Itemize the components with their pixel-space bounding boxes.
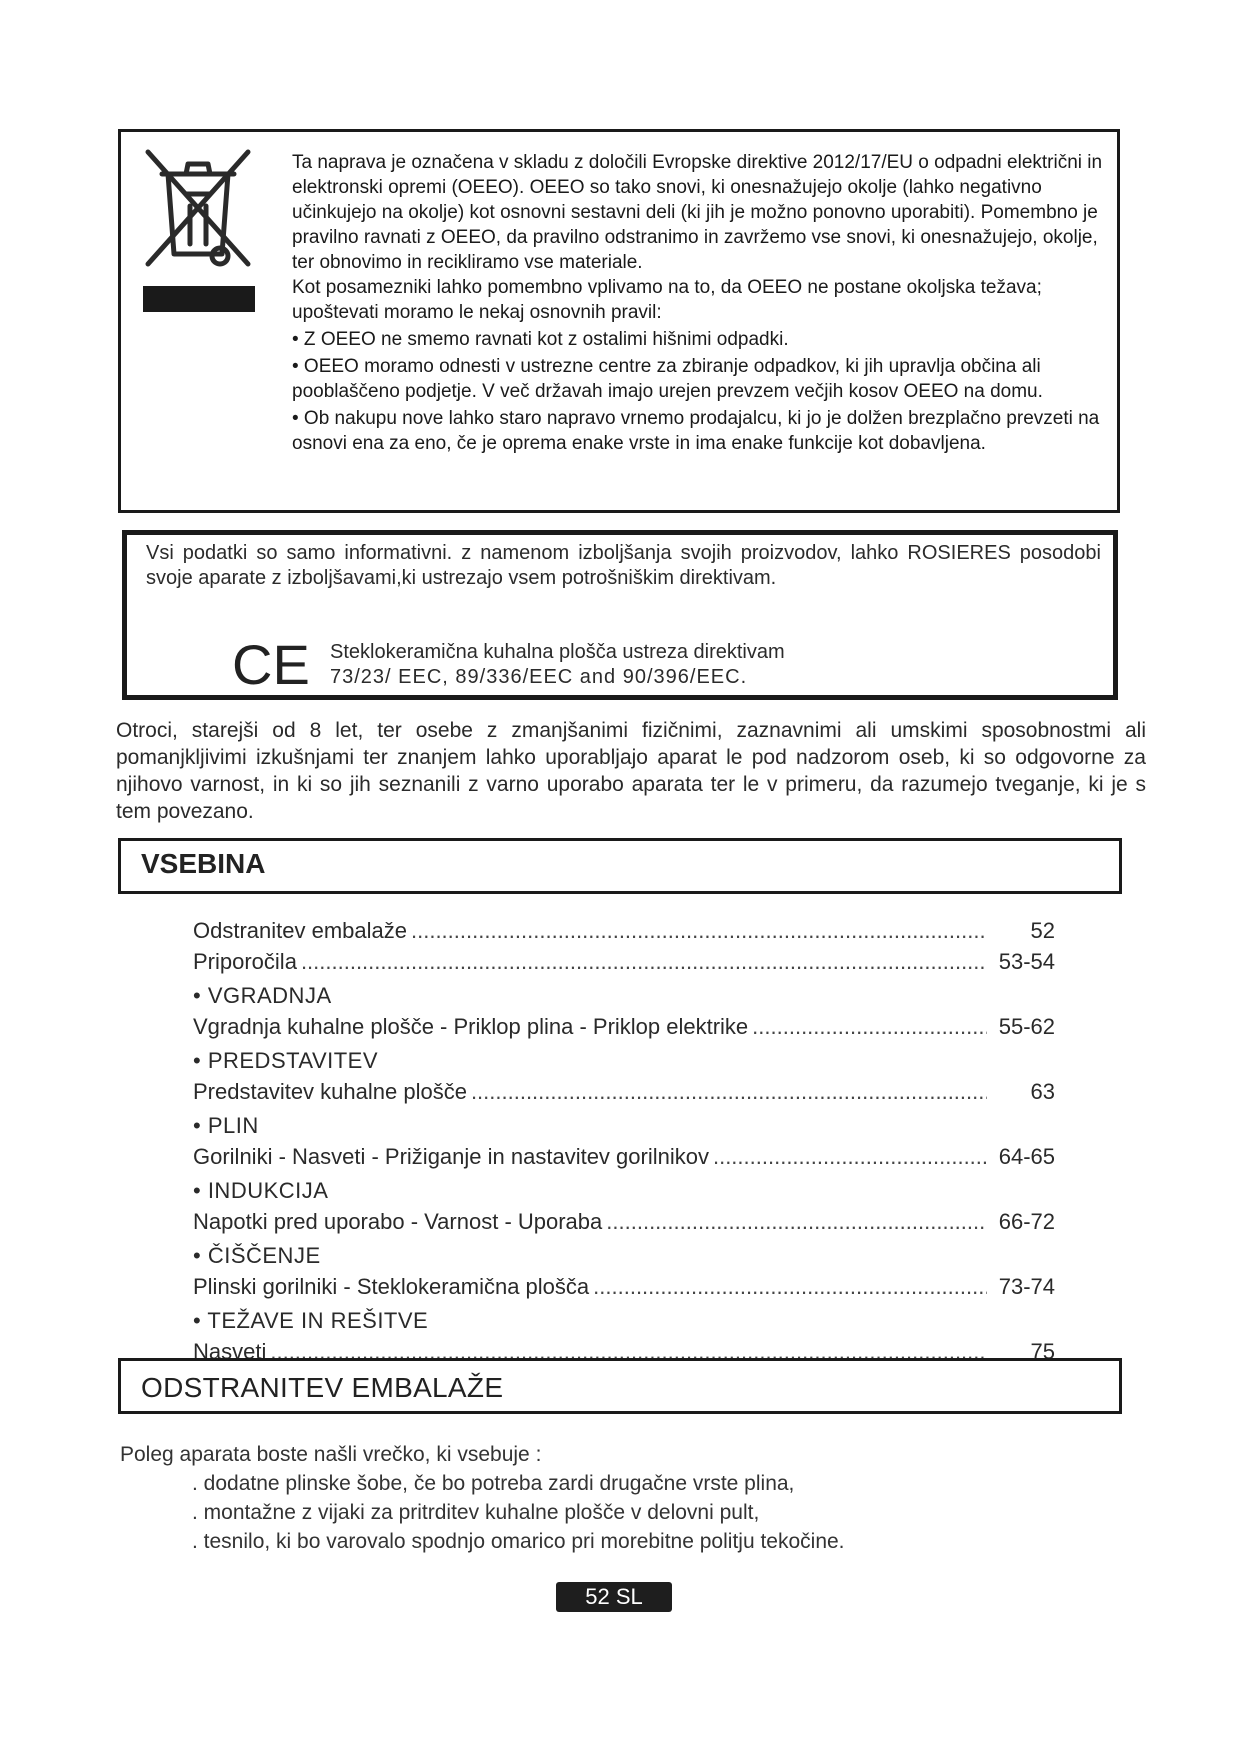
toc-label: Napotki pred uporabo - Varnost - Uporaba	[193, 1209, 603, 1234]
toc-label: Priporočila	[193, 949, 297, 974]
toc-leader-dots	[411, 918, 987, 944]
packaging-title: ODSTRANITEV EMBALAŽE	[141, 1372, 504, 1403]
page-number-badge: 52 SL	[556, 1582, 672, 1612]
packaging-item: . montažne z vijaki za pritrditev kuhalne plošče v delovni pult,	[192, 1501, 760, 1524]
toc-entry[interactable]	[193, 1079, 1055, 1110]
weee-bullet-3: • Ob nakupu nove lahko staro napravo vrnemo prodajalcu, ki jo je dolžen brezplačno prevzeti na osnovi ena za eno, če je oprema enake vrste in ima enake funkcije kot dobavljena.	[292, 408, 1100, 454]
toc-leader-dots	[301, 949, 987, 975]
weee-paragraph-2: Kot posamezniki lahko pomembno vplivamo na to, da OEEO ne postane okoljska težava; upoštevati moramo le nekaj osnovnih pravil:	[292, 277, 1042, 323]
toc-leader-dots	[593, 1274, 987, 1300]
toc-section-heading: • INDUKCIJA	[193, 1178, 329, 1203]
info-text: Vsi podatki so samo informativni. z namenom izboljšanja svojih proizvodov, lahko ROSIERES posodobi svoje aparate z izboljšavami,ki ustrezajo vsem potrošniškim direktivam.	[146, 542, 1101, 589]
weee-bullet-1: • Z OEEO ne smemo ravnati kot z ostalimi hišnimi odpadki.	[292, 329, 789, 350]
ce-line-1: Steklokeramična kuhalna plošča ustreza direktivam	[330, 641, 785, 663]
toc-entry[interactable]	[193, 1014, 1055, 1045]
weee-bullet-2: • OEEO moramo odnesti v ustrezne centre za zbiranje odpadkov, ki jih upravlja občina ali pooblaščeno podjetje. V več državah imajo urejen prevzem večjih kosov OEEO na domu.	[292, 356, 1043, 402]
packaging-text	[120, 1440, 1120, 1556]
toc-leader-dots	[471, 1079, 987, 1105]
toc-leader-dots	[752, 1014, 987, 1040]
toc-label: Plinski gorilniki - Steklokeramična plošča	[193, 1274, 590, 1299]
toc-label: Predstavitev kuhalne plošče	[193, 1079, 467, 1104]
ce-mark-label: CE	[232, 638, 310, 690]
toc-label: Odstranitev embalaže	[193, 918, 407, 943]
toc-label: Nasveti	[193, 1339, 267, 1364]
toc-entry[interactable]	[193, 949, 1055, 980]
toc-section-heading: • ČIŠČENJE	[193, 1243, 321, 1268]
toc-page: 52	[1030, 918, 1055, 943]
weee-notice-text	[292, 150, 1112, 456]
toc-entry[interactable]	[193, 1144, 1055, 1175]
toc-page: 53-54	[998, 949, 1055, 974]
toc-section-heading: • PREDSTAVITEV	[193, 1048, 379, 1073]
toc-page: 63	[1030, 1079, 1055, 1104]
toc-page: 64-65	[998, 1144, 1055, 1169]
weee-paragraph-1: Ta naprava je označena v skladu z določili Evropske direktive 2012/17/EU o odpadni električni in elektronski opremi (OEEO). OEEO so tako snovi, ki onesnažujejo okolje (lahko negativno učinkujejo na okolje) kot osnovni sestavni deli (ki jih je možno ponovno uporabiti). Pomembno je pravilno ravnati z OEEO, da pravilno odstranimo in zavržemo vse snovi, ki onesnažujejo, okolje, ter obnovimo in recikliramo vse materiale.	[292, 152, 1103, 273]
contents-title: VSEBINA	[141, 848, 266, 879]
toc-leader-dots	[713, 1144, 987, 1170]
ce-mark-icon	[232, 638, 310, 690]
toc-page: 55-62	[998, 1014, 1055, 1039]
packaging-item: . tesnilo, ki bo varovalo spodnjo omarico pri morebitne politju tekočine.	[192, 1530, 845, 1553]
toc-label: Gorilniki - Nasveti - Prižiganje in nastavitev gorilnikov	[193, 1144, 709, 1169]
contents-heading-box	[118, 838, 1122, 894]
ce-line-2: 73/23/ EEC, 89/336/EEC and 90/396/EEC.	[330, 666, 748, 688]
toc-entry[interactable]	[193, 1209, 1055, 1240]
toc-page: 66-72	[998, 1209, 1055, 1234]
children-warning: Otroci, starejši od 8 let, ter osebe z zmanjšanimi fizičnimi, zaznavnimi ali umskimi sposobnostmi ali pomanjkljivimi izkušnjami ter znanjem lahko uporabljajo aparat le pod nadzorom oseb, ki so odgovorne za njihovo varnost, in ki so jih seznanili z varno uporabo aparata ter le v primeru, da razumejo tveganje, ki je s tem povezano.	[116, 719, 1146, 823]
toc-label: Vgradnja kuhalne plošče - Priklop plina - Priklop elektrike	[193, 1014, 749, 1039]
packaging-item: . dodatne plinske šobe, če bo potreba zardi drugačne vrste plina,	[192, 1472, 795, 1495]
toc-page: 73-74	[998, 1274, 1055, 1299]
crossed-out-wheelie-bin-icon	[140, 146, 258, 314]
toc-section-heading: • PLIN	[193, 1113, 259, 1138]
ce-compliance-text	[330, 640, 1030, 690]
toc-leader-dots	[606, 1209, 987, 1235]
toc-entry[interactable]	[193, 1274, 1055, 1305]
toc-entry[interactable]	[193, 918, 1055, 949]
toc-section-heading: • VGRADNJA	[193, 983, 332, 1008]
packaging-intro: Poleg aparata boste našli vrečko, ki vsebuje :	[120, 1443, 542, 1466]
toc-page: 75	[1030, 1339, 1055, 1364]
toc-section-heading: • TEŽAVE IN REŠITVE	[193, 1308, 429, 1333]
table-of-contents	[193, 918, 1055, 1370]
